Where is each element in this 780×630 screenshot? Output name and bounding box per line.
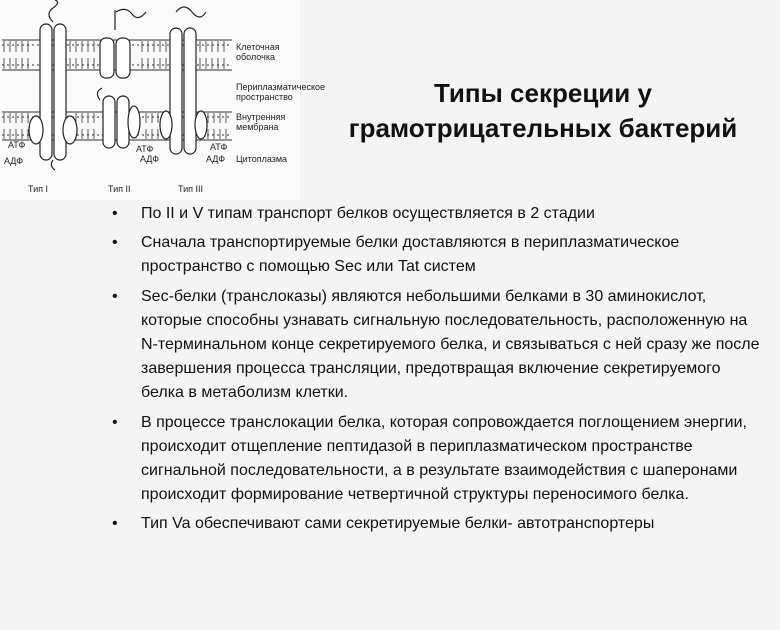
slide-title-line1: Типы секреции у <box>434 78 652 108</box>
bullet-text: По II и V типам транспорт белков осуществляется в 2 стадии <box>141 205 595 222</box>
slide-title <box>318 76 768 146</box>
label-periplasm-2: пространство <box>236 92 293 102</box>
slide-title-line2: грамотрицательных бактерий <box>348 113 738 143</box>
label-inner-membrane-1: Внутренняя <box>236 112 286 122</box>
type3-channel <box>160 7 207 154</box>
bullet-dot: • <box>112 205 118 222</box>
bullet-dot: • <box>112 413 118 431</box>
bullet-list <box>104 202 764 542</box>
type1-channel <box>29 0 77 170</box>
label-outer-membrane-2: оболочка <box>236 52 275 62</box>
bullet-text: Сначала транспортируемые белки доставляются в периплазматическое пространство с помощью Sec или Tat систем <box>141 234 680 276</box>
secretion-diagram <box>0 0 326 200</box>
list-item <box>104 285 764 406</box>
secretion-diagram-figure <box>0 0 326 200</box>
list-item <box>104 512 764 536</box>
list-item <box>104 411 764 508</box>
label-type3: Тип III <box>178 184 204 194</box>
label-outer-membrane-1: Клеточная <box>236 42 280 52</box>
label-type1: Тип I <box>28 184 49 194</box>
label-type2: Тип II <box>108 184 131 194</box>
label-adp-type1: АДФ <box>4 156 24 166</box>
label-atp-type3: АТФ <box>210 142 228 152</box>
bullet-text: В процессе транслокации белка, которая сопровождается поглощением энергии, происходит отщепление пептидазой в периплазматическом пространстве сигнальной последовательности, а в результате взаимодействия с шаперонами происходит формирование четвертичной структуры переносимого белка. <box>141 413 747 504</box>
bullet-dot: • <box>112 515 118 533</box>
label-adp-type2: АДФ <box>140 154 160 164</box>
label-atp-type1: АТФ <box>8 140 26 150</box>
list-item <box>104 202 764 226</box>
label-atp-type2: АТФ <box>136 144 154 154</box>
bullet-text: Sec-белки (транслоказы) являются небольшими белками в 30 аминокислот, которые способны узнавать сигнальную последовательность, расположенную на N-терминальном конце секретируемого белка, и связываться с ней сразу же после завершения процесса трансляции, предотвращая включение секретируемого белка в метаболизм клетки. <box>141 287 760 402</box>
type2-channel <box>97 9 146 148</box>
label-adp-type3: АДФ <box>206 154 226 164</box>
bullet-dot: • <box>112 234 118 252</box>
bullet-text: Тип Va обеспечивают сами секретируемые белки- автотранспортеры <box>141 515 655 533</box>
label-inner-membrane-2: мембрана <box>236 122 279 132</box>
label-cytoplasm: Цитоплазма <box>236 154 288 164</box>
bullet-dot: • <box>112 287 118 305</box>
label-periplasm-1: Периплазматическое <box>236 82 326 92</box>
list-item <box>104 231 764 279</box>
